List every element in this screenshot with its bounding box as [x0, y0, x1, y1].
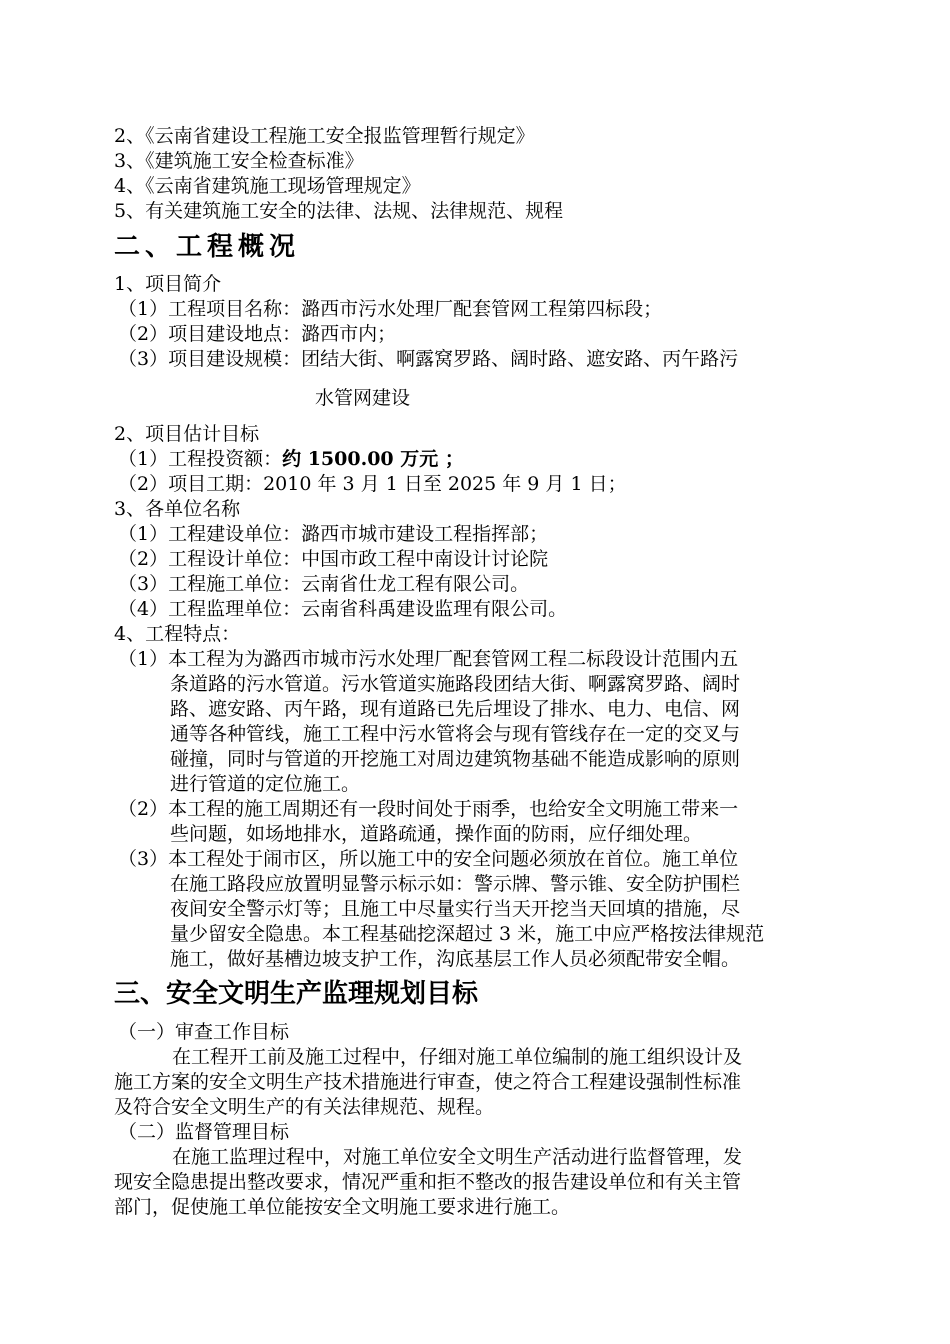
unit-builder: （1）工程建设单位：潞西市城市建设工程指挥部； [118, 523, 549, 545]
feature-2-line: （2）本工程的施工周期还有一段时间处于雨季，也给安全文明施工带来一 [118, 798, 739, 820]
feature-1-line: 通等各种管线，施工工程中污水管将会与现有管线存在一定的交叉与 [170, 723, 741, 745]
reference-item-4: 4、《云南省建筑施工现场管理规定》 [114, 175, 421, 197]
section-3-heading: 三、安全文明生产监理规划目标 [114, 979, 479, 1009]
subsection-features: 4、工程特点： [114, 623, 241, 645]
project-scale: （3）项目建设规模：团结大街、啊露窝罗路、阔时路、遮安路、丙午路污 [118, 348, 739, 370]
project-name: （1）工程项目名称：潞西市污水处理厂配套管网工程第四标段； [118, 298, 663, 320]
feature-3-line: 施工，做好基槽边坡支护工作，沟底基层工作人员必须配带安全帽。 [170, 948, 741, 970]
subsection-units: 3、各单位名称 [114, 498, 241, 520]
unit-designer: （2）工程设计单位：中国市政工程中南设计讨论院 [118, 548, 549, 570]
feature-3-line: 量少留安全隐患。本工程基础挖深超过 3 米，施工中应严格按法律规范 [170, 923, 765, 945]
feature-1-line: 路、遮安路、丙午路，现有道路已先后埋设了排水、电力、电信、网 [170, 698, 741, 720]
goal-review-line: 在工程开工前及施工过程中，仔细对施工单位编制的施工组织设计及 [172, 1046, 743, 1068]
goal-supervision-line: 部门，促使施工单位能按安全文明施工要求进行施工。 [114, 1196, 571, 1218]
subsection-project-target: 2、项目估计目标 [114, 423, 260, 445]
subsection-project-intro: 1、项目简介 [114, 273, 222, 295]
project-location: （2）项目建设地点：潞西市内； [118, 323, 397, 345]
unit-constructor: （3）工程施工单位：云南省仕龙工程有限公司。 [118, 573, 530, 595]
unit-supervisor: （4）工程监理单位：云南省科禹建设监理有限公司。 [118, 598, 568, 620]
project-scale-continued: 水管网建设 [315, 387, 411, 409]
investment-value: 约 1500.00 万元 ； [282, 448, 464, 470]
feature-2-line: 些问题，如场地排水，道路疏通，操作面的防雨，应仔细处理。 [170, 823, 703, 845]
feature-3-line: 在施工路段应放置明显警示标示如：警示牌、警示锥、安全防护围栏 [170, 873, 741, 895]
reference-item-3: 3、《建筑施工安全检查标准》 [114, 150, 364, 172]
feature-1-line: 进行管道的定位施工。 [170, 773, 361, 795]
feature-3-line: 夜间安全警示灯等；且施工中尽量实行当天开挖当天回填的措施，尽 [170, 898, 741, 920]
feature-1-line: 碰撞，同时与管道的开挖施工对周边建筑物基础不能造成影响的原则 [170, 748, 741, 770]
goal-supervision-heading: （二）监督管理目标 [118, 1121, 290, 1143]
feature-3-line: （3）本工程处于闹市区，所以施工中的安全问题必须放在首位。施工单位 [118, 848, 739, 870]
goal-review-line: 及符合安全文明生产的有关法律规范、规程。 [114, 1096, 495, 1118]
reference-item-2: 2、《云南省建设工程施工安全报监管理暂行规定》 [114, 125, 535, 147]
goal-supervision-line: 现安全隐患提出整改要求，情况严重和拒不整改的报告建设单位和有关主管 [114, 1171, 742, 1193]
feature-1-line: （1）本工程为为潞西市城市污水处理厂配套管网工程二标段设计范围内五 [118, 648, 739, 670]
goal-supervision-line: 在施工监理过程中，对施工单位安全文明生产活动进行监督管理，发 [172, 1146, 743, 1168]
section-2-heading: 二、工程概况 [114, 232, 301, 262]
investment-line [118, 447, 860, 473]
investment-label: （1）工程投资额： [118, 448, 283, 470]
goal-review-heading: （一）审查工作目标 [118, 1021, 290, 1043]
feature-1-line: 条道路的污水管道。污水管道实施路段团结大街、啊露窝罗路、阔时 [170, 673, 741, 695]
reference-item-5: 5、有关建筑施工安全的法律、法规、法律规范、规程 [114, 200, 564, 222]
project-period: （2）项目工期：2010 年 3 月 1 日至 2025 年 9 月 1 日； [118, 473, 627, 495]
goal-review-line: 施工方案的安全文明生产技术措施进行审查，使之符合工程建设强制性标准 [114, 1071, 742, 1093]
